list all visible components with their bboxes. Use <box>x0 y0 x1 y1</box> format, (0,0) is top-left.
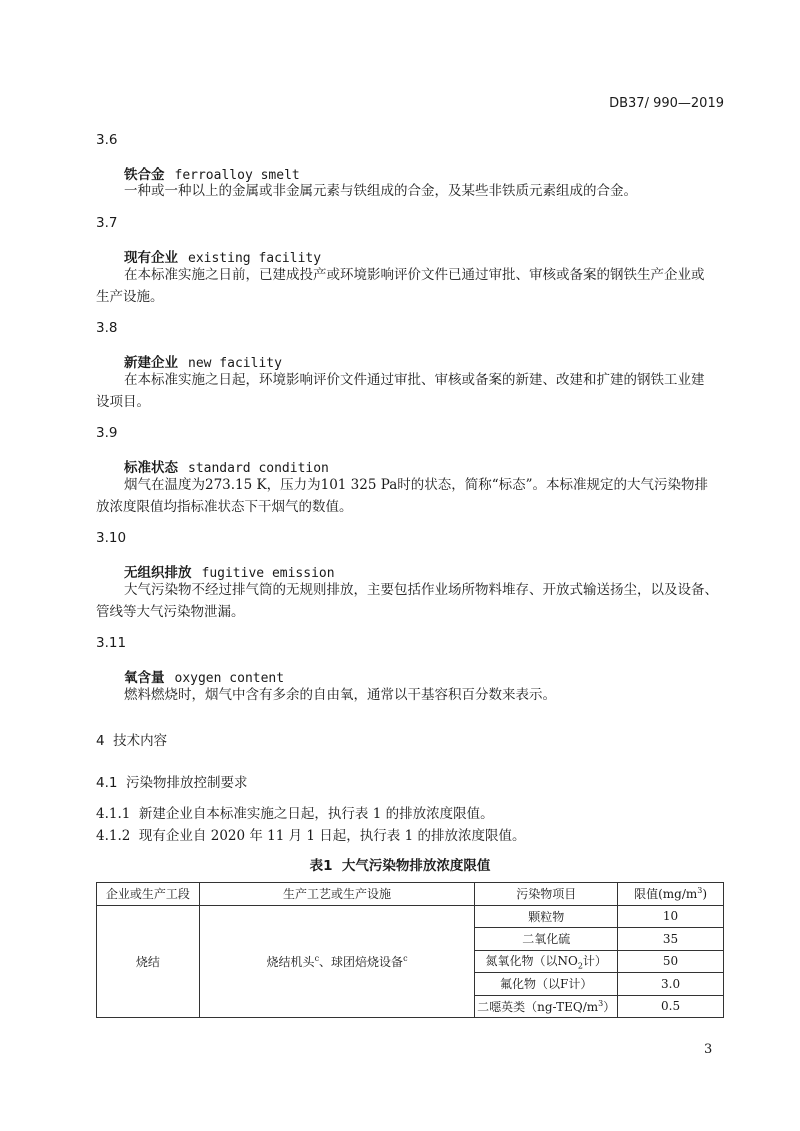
pollutant-cell: 颗粒物 <box>475 905 618 928</box>
definition-line: 设项目。 <box>96 394 150 410</box>
clause-4-1-1: 4.1.1 新建企业自本标准实施之日起，执行表 1 的排放浓度限值。 <box>96 806 494 822</box>
section-heading: 4 技术内容 <box>96 733 168 749</box>
term-english: oxygen content <box>174 671 285 686</box>
document-code: DB37/ 990—2019 <box>609 96 724 111</box>
term-definition <box>124 180 724 202</box>
term-chinese: 新建企业 <box>124 355 178 371</box>
term-english: new facility <box>188 356 282 371</box>
table-header-row <box>97 883 724 906</box>
definition-line: 一种或一种以上的金属或非金属元素与铁组成的合金，及某些非铁质元素组成的合金。 <box>124 183 637 199</box>
page-number: 3 <box>704 1042 713 1057</box>
term-number: 3.6 <box>96 132 118 148</box>
process-cell: 烧结机头$^c$、球团焙烧设备$^c$ <box>199 905 474 1018</box>
limit-cell: 0.5 <box>618 995 724 1018</box>
definition-line: 在本标准实施之日前，已建成投产或环境影响评价文件已通过审批、审核或备案的钢铁生产企业或 <box>124 267 705 283</box>
term-definition <box>96 474 724 518</box>
stage-cell: 烧结 <box>97 905 200 1018</box>
definition-line: 燃料燃烧时，烟气中含有多余的自由氧，通常以干基容积百分数来表示。 <box>124 687 556 703</box>
term-chinese: 氧含量 <box>124 670 165 686</box>
pollutant-cell: 氮氧化物（以$NO_2$计） <box>475 950 618 973</box>
term-chinese: 无组织排放 <box>124 565 192 581</box>
definition-line: 生产设施。 <box>96 289 164 305</box>
table-title: 表1 大气污染物排放浓度限值 <box>309 858 491 874</box>
pollutant-cell: 氟化物（以F计） <box>475 973 618 996</box>
pollutant-cell: 二氧化硫 <box>475 928 618 951</box>
term-definition <box>96 579 724 623</box>
term-english: standard condition <box>188 461 329 476</box>
term-definition <box>96 264 724 308</box>
term-chinese: 标准状态 <box>124 460 178 476</box>
header-limit: 限值$(mg/m^3)$ <box>618 883 724 906</box>
table-row <box>97 905 724 928</box>
term-english: fugitive emission <box>201 566 335 581</box>
limit-cell: 50 <box>618 950 724 973</box>
header-process: 生产工艺或生产设施 <box>199 883 474 906</box>
term-english: existing facility <box>188 251 322 266</box>
term-chinese: 铁合金 <box>124 167 165 183</box>
subsection-heading: 4.1 污染物排放控制要求 <box>96 775 248 791</box>
definition-line: 放浓度限值均指标准状态下干烟气的数值。 <box>96 499 353 515</box>
term-title <box>124 456 329 476</box>
term-title <box>124 666 284 686</box>
limit-cell: 10 <box>618 905 724 928</box>
emission-limits-table <box>96 882 724 1018</box>
term-number: 3.7 <box>96 215 118 231</box>
term-number: 3.10 <box>96 530 127 546</box>
header-stage: 企业或生产工段 <box>97 883 200 906</box>
term-definition <box>124 684 724 706</box>
term-number: 3.11 <box>96 635 127 651</box>
header-pollutant: 污染物项目 <box>475 883 618 906</box>
term-chinese: 现有企业 <box>124 250 178 266</box>
term-number: 3.9 <box>96 425 118 441</box>
term-title <box>124 351 282 371</box>
pollutant-cell: 二噁英类$(ng-TEQ/m^3)$ <box>475 995 618 1018</box>
term-english: ferroalloy smelt <box>174 168 300 183</box>
definition-line: 大气污染物不经过排气筒的无规则排放，主要包括作业场所物料堆存、开放式输送扬尘，以及设备、 <box>124 582 718 598</box>
term-number: 3.8 <box>96 320 118 336</box>
term-title <box>124 561 335 581</box>
limit-cell: 3.0 <box>618 973 724 996</box>
definition-line: 管线等大气污染物泄漏。 <box>96 604 245 620</box>
definition-line: 烟气在温度为273.15 K，压力为101 325 Pa时的状态，简称“标态”。本标准规定的大气污染物排 <box>124 477 709 493</box>
limit-cell: 35 <box>618 928 724 951</box>
clause-4-1-2: 4.1.2 现有企业自 2020 年 11 月 1 日起，执行表 1 的排放浓度限值。 <box>96 828 526 844</box>
definition-line: 在本标准实施之日起，环境影响评价文件通过审批、审核或备案的新建、改建和扩建的钢铁工业建 <box>124 372 705 388</box>
term-definition <box>96 369 724 413</box>
term-title <box>124 246 321 266</box>
